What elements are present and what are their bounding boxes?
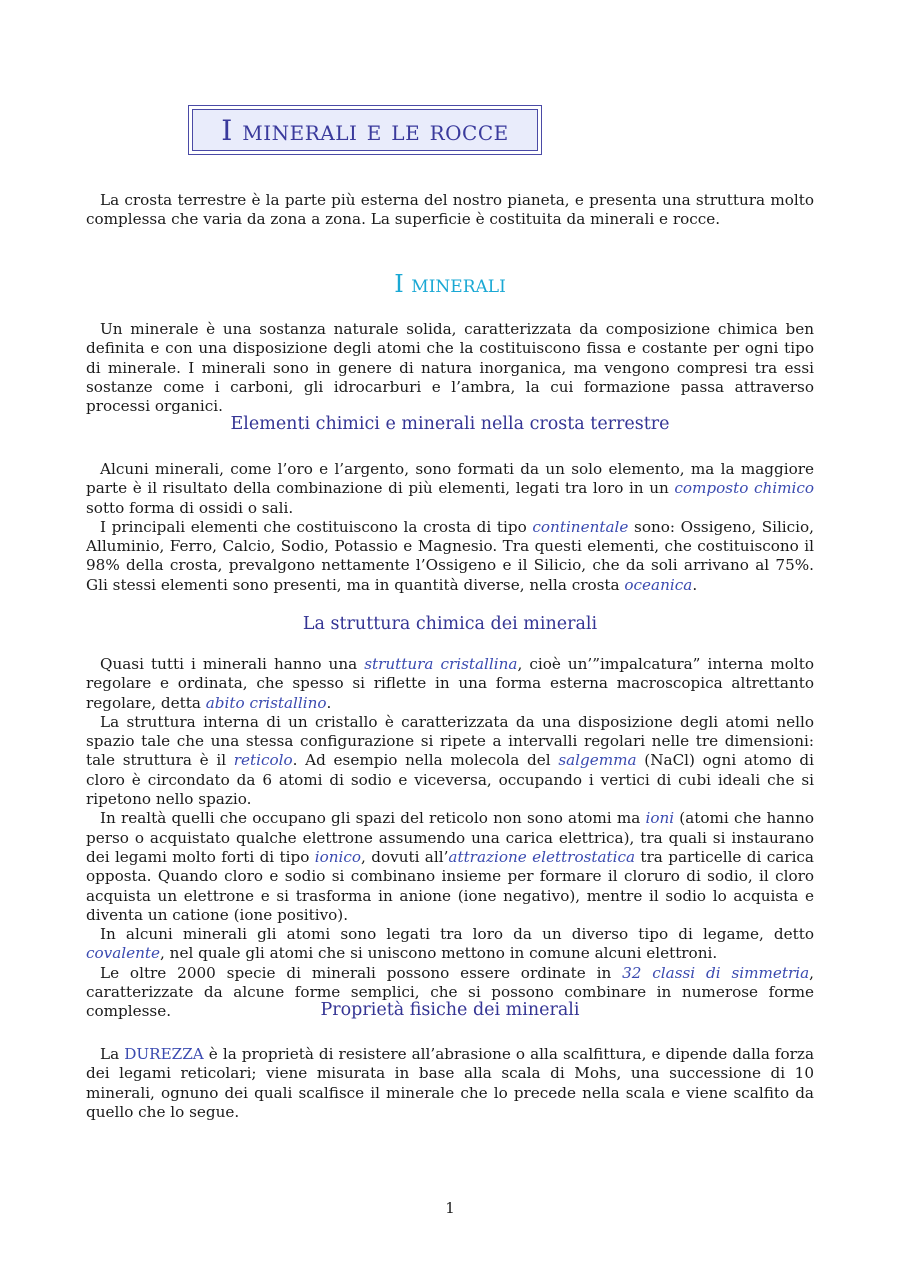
struttura-paragraph-5: Le oltre 2000 specie di minerali possono essere ordinate in 32 classi di simmetria, caratterizzate da alcune forme semplici, che si possono combinare in numerose forme complesse.: [86, 963, 814, 1021]
term-continentale: continentale: [532, 517, 629, 536]
struttura-paragraph-4: In alcuni minerali gli atomi sono legati tra loro da un diverso tipo di legame, detto covalente, nel quale gli atomi che si uniscono mettono in comune alcuni elettroni.: [86, 925, 814, 963]
subtitle-elementi: Elementi chimici e minerali nella crosta terrestre: [230, 414, 670, 434]
proprieta-paragraph: La DUREZZA è la proprietà di resistere all’abrasione o alla scalfittura, e dipende dalla forza dei legami reticolari; viene misurata in base alla scala di Mohs, una successione di 10 minerali, ognuno dei quali scalfisce il minerale che lo precede nella scala e viene scalfito da quello che lo segue.: [86, 1045, 814, 1121]
intro-paragraph: La crosta terrestre è la parte più esterna del nostro pianeta, e presenta una struttura molto complessa che varia da zona a zona. La superficie è costituita da minerali e rocce.: [86, 191, 814, 229]
term-struttura-cristallina: struttura cristallina: [364, 655, 518, 673]
term-oceanica: oceanica: [624, 575, 693, 594]
term-covalente: covalente: [86, 944, 161, 963]
subtitle-struttura: La struttura chimica dei minerali: [302, 614, 598, 634]
struttura-paragraph-2: La struttura interna di un cristallo è caratterizzata da una disposizione degli atomi nello spazio tale che una stessa configurazione si ripete a intervalli regolari nelle tre dimensioni: tale struttura è il reticolo. Ad esempio nella molecola del salgemma (NaCl) ogni atomo di cloro è circondato da 6 atomi di sodio e viceversa, occupando i vertici di cubi ideali che si ripetono nello spazio.: [86, 712, 815, 809]
term-attrazione-elettrostatica: attrazione elettrostatica: [448, 847, 636, 866]
term-durezza: DUREZZA: [124, 1045, 204, 1063]
page-number: 1: [445, 1199, 455, 1217]
elementi-paragraphs: [86, 460, 814, 595]
term-ioni: ioni: [645, 809, 675, 828]
term-32-classi-simmetria: 32 classi di simmetria: [622, 963, 810, 982]
page-title: I minerali e le rocce: [221, 113, 509, 147]
term-composto-chimico: composto chimico: [674, 479, 814, 498]
subtitle-proprieta: Proprietà fisiche dei minerali: [320, 1000, 580, 1020]
minerali-paragraph: Un minerale è una sostanza naturale solida, caratterizzata da composizione chimica ben definita e con una disposizione degli atomi che la costituiscono fissa e costante per ogni tipo di minerale. I minerali sono in genere di natura inorganica, ma vengono compresi tra essi sostanze come i carboni, gli idrocarburi e l’ambra, la cui formazione passa attraverso processi organici.: [86, 320, 814, 416]
struttura-paragraph-3: In realtà quelli che occupano gli spazi del reticolo non sono atomi ma ioni (atomi che hanno perso o acquistato qualche elettrone assumendo una carica elettrica), tra quali si instaurano dei legami molto forti di tipo ionico, dovuti all’attrazione elettrostatica tra particelle di carica opposta. Quando cloro e sodio si combinano insieme per formare il cloruro di sodio, il cloro acquista un elettrone e si trasforma in anione (ione negativo), mentre il sodio lo acquista e diventa un catione (ione positivo).: [86, 809, 814, 924]
term-salgemma: salgemma: [558, 751, 637, 770]
term-ionico: ionico: [314, 847, 362, 866]
struttura-paragraphs: [86, 655, 814, 1022]
struttura-paragraph-1: Quasi tutti i minerali hanno una struttura cristallina, cioè un’”impalcatura” interna molto regolare e ordinata, che spesso si riflette in una forma esterna macroscopica altrettanto regolare, detta abito cristallino.: [86, 655, 814, 712]
section-title-minerali: I minerali: [394, 270, 506, 298]
title-frame: [192, 109, 538, 151]
elementi-paragraph-2: I principali elementi che costituiscono la crosta di tipo continentale sono: Ossigeno, Silicio, Alluminio, Ferro, Calcio, Sodio, Potassio e Magnesio. Tra questi elementi, che costituiscono il 98% della crosta, prevalgono nettamente l’Ossigeno e il Silicio, che da soli arrivano al 75%. Gli stessi elementi sono presenti, ma in quantità diverse, nella crosta oceanica.: [86, 517, 815, 594]
elementi-paragraph-1: Alcuni minerali, come l’oro e l’argento, sono formati da un solo elemento, ma la maggiore parte è il risultato della combinazione di più elementi, legati tra loro in un composto chimico sotto forma di ossidi o sali.: [86, 460, 814, 517]
term-reticolo: reticolo: [233, 751, 293, 770]
title-box: [188, 105, 542, 155]
term-abito-cristallino: abito cristallino: [205, 693, 327, 712]
